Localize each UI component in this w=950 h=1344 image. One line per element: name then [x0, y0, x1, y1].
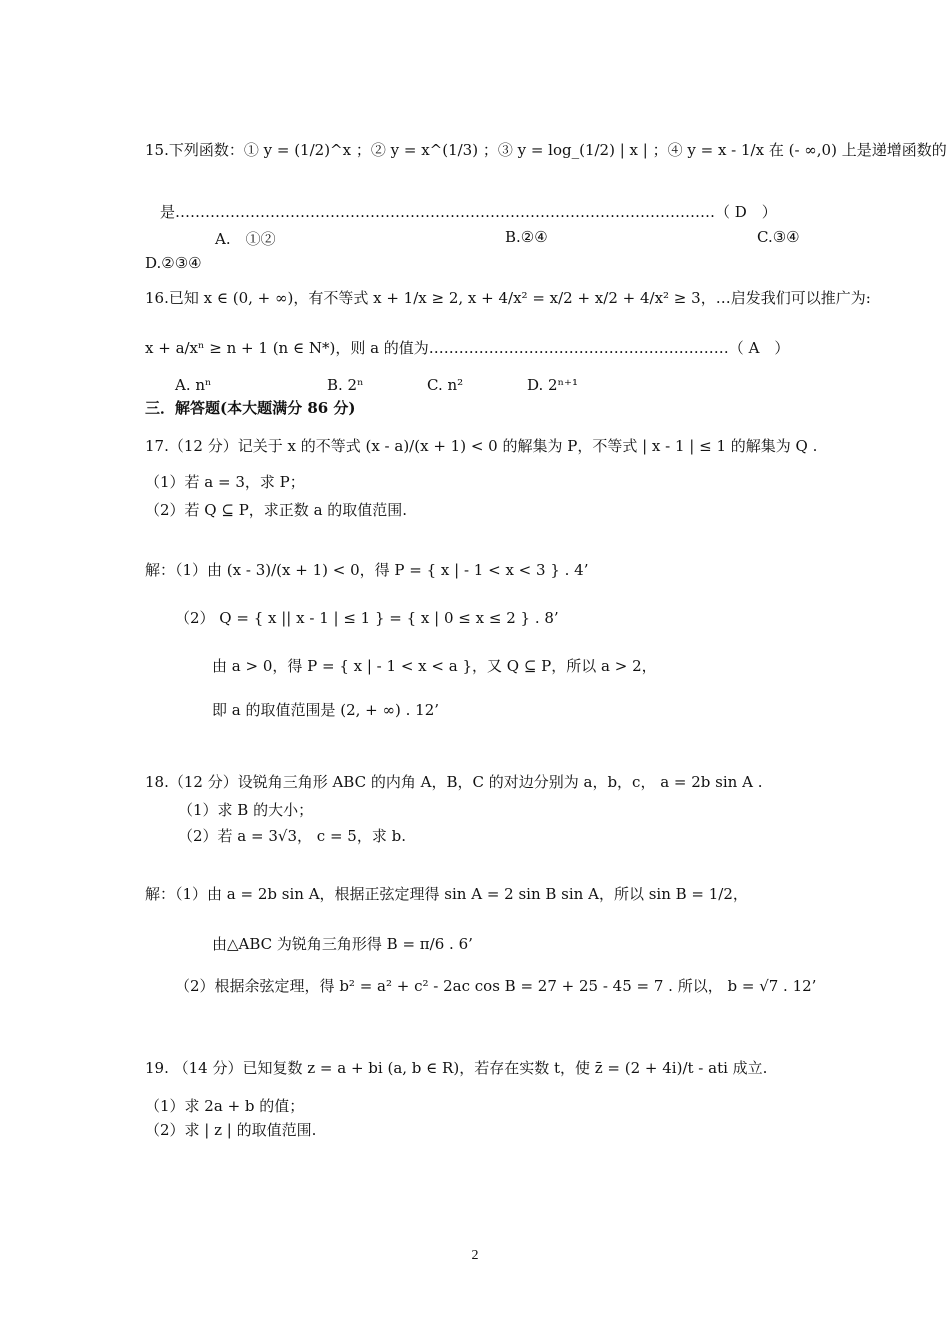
q19-stem: 19. （14 分）已知复数 z = a + bi (a, b ∈ R)，若存在实数 t，使 z̄ = (2 + 4i)/t - ati 成立.: [145, 1059, 768, 1077]
q16-stem: 16.已知 x ∈ (0, + ∞)，有不等式 x + 1/x ≥ 2, x + 4/x² = x/2 + x/2 + 4/x² ≥ 3，…启发我们可以推广为:: [145, 289, 871, 307]
q17-solution-1: 解：（1）由 (x - 3)/(x + 1) < 0，得 P = { x | - 1 < x < 3 } . 4’: [145, 561, 589, 579]
q18-solution-3: （2）根据余弦定理，得 b² = a² + c² - 2ac cos B = 27 + 25 - 45 = 7 . 所以， b = √7 . 12’: [175, 977, 817, 995]
q16-option-a: A. nⁿ: [175, 376, 212, 394]
q17-stem: 17.（12 分）记关于 x 的不等式 (x - a)/(x + 1) < 0 的解集为 P，不等式 | x - 1 | ≤ 1 的解集为 Q .: [145, 437, 818, 455]
q17-solution-4: 即 a 的取值范围是 (2, + ∞) . 12’: [212, 701, 440, 719]
q15-option-a: A. ①②: [215, 230, 276, 248]
q17-part1: （1）若 a = 3，求 P；: [145, 473, 305, 491]
section-title: 三．解答题(本大题满分 86 分): [145, 399, 356, 417]
q18-solution-1: 解：（1）由 a = 2b sin A，根据正弦定理得 sin A = 2 sin B sin A，所以 sin B = 1/2，: [145, 885, 748, 903]
q16-option-d: D. 2ⁿ⁺¹: [527, 376, 578, 394]
q18-solution-2: 由△ABC 为锐角三角形得 B = π/6 . 6’: [212, 935, 473, 953]
q18-part1: （1）求 B 的大小；: [178, 801, 314, 819]
q17-solution-3: 由 a > 0，得 P = { x | - 1 < x < a }，又 Q ⊆ P，所以 a > 2，: [212, 657, 657, 675]
q19-part1: （1）求 2a + b 的值；: [145, 1097, 305, 1115]
q19-part2: （2）求 | z | 的取值范围.: [145, 1121, 317, 1139]
q15-stem: 15.下列函数：① y = (1/2)^x ；② y = x^(1/3) ；③ y = log_(1/2) | x | ；④ y = x - 1/x 在 (- ∞,0) 上是递增函数的: [145, 141, 947, 159]
q15-option-b: B.②④: [505, 228, 548, 246]
q17-part2: （2）若 Q ⊆ P，求正数 a 的取值范围.: [145, 501, 408, 519]
q16-option-b: B. 2ⁿ: [327, 376, 364, 394]
q17-solution-2: （2） Q = { x || x - 1 | ≤ 1 } = { x | 0 ≤ x ≤ 2 } . 8’: [175, 609, 559, 627]
q18-part2: （2）若 a = 3√3， c = 5，求 b.: [178, 827, 406, 845]
q18-stem: 18.（12 分）设锐角三角形 ABC 的内角 A，B，C 的对边分别为 a，b，c， a = 2b sin A .: [145, 773, 763, 791]
q15-stem-cont: 是………………………………………………………………………………………………（ D ）: [160, 203, 777, 221]
q16-option-c: C. n²: [427, 376, 464, 394]
q15-option-c: C.③④: [757, 228, 800, 246]
q15-option-d: D.②③④: [145, 254, 202, 272]
page-number: 2: [471, 1248, 479, 1263]
q16-stem-cont: x + a/xⁿ ≥ n + 1 (n ∈ N*)，则 a 的值为……………………………………………………（ A ）: [145, 339, 790, 357]
